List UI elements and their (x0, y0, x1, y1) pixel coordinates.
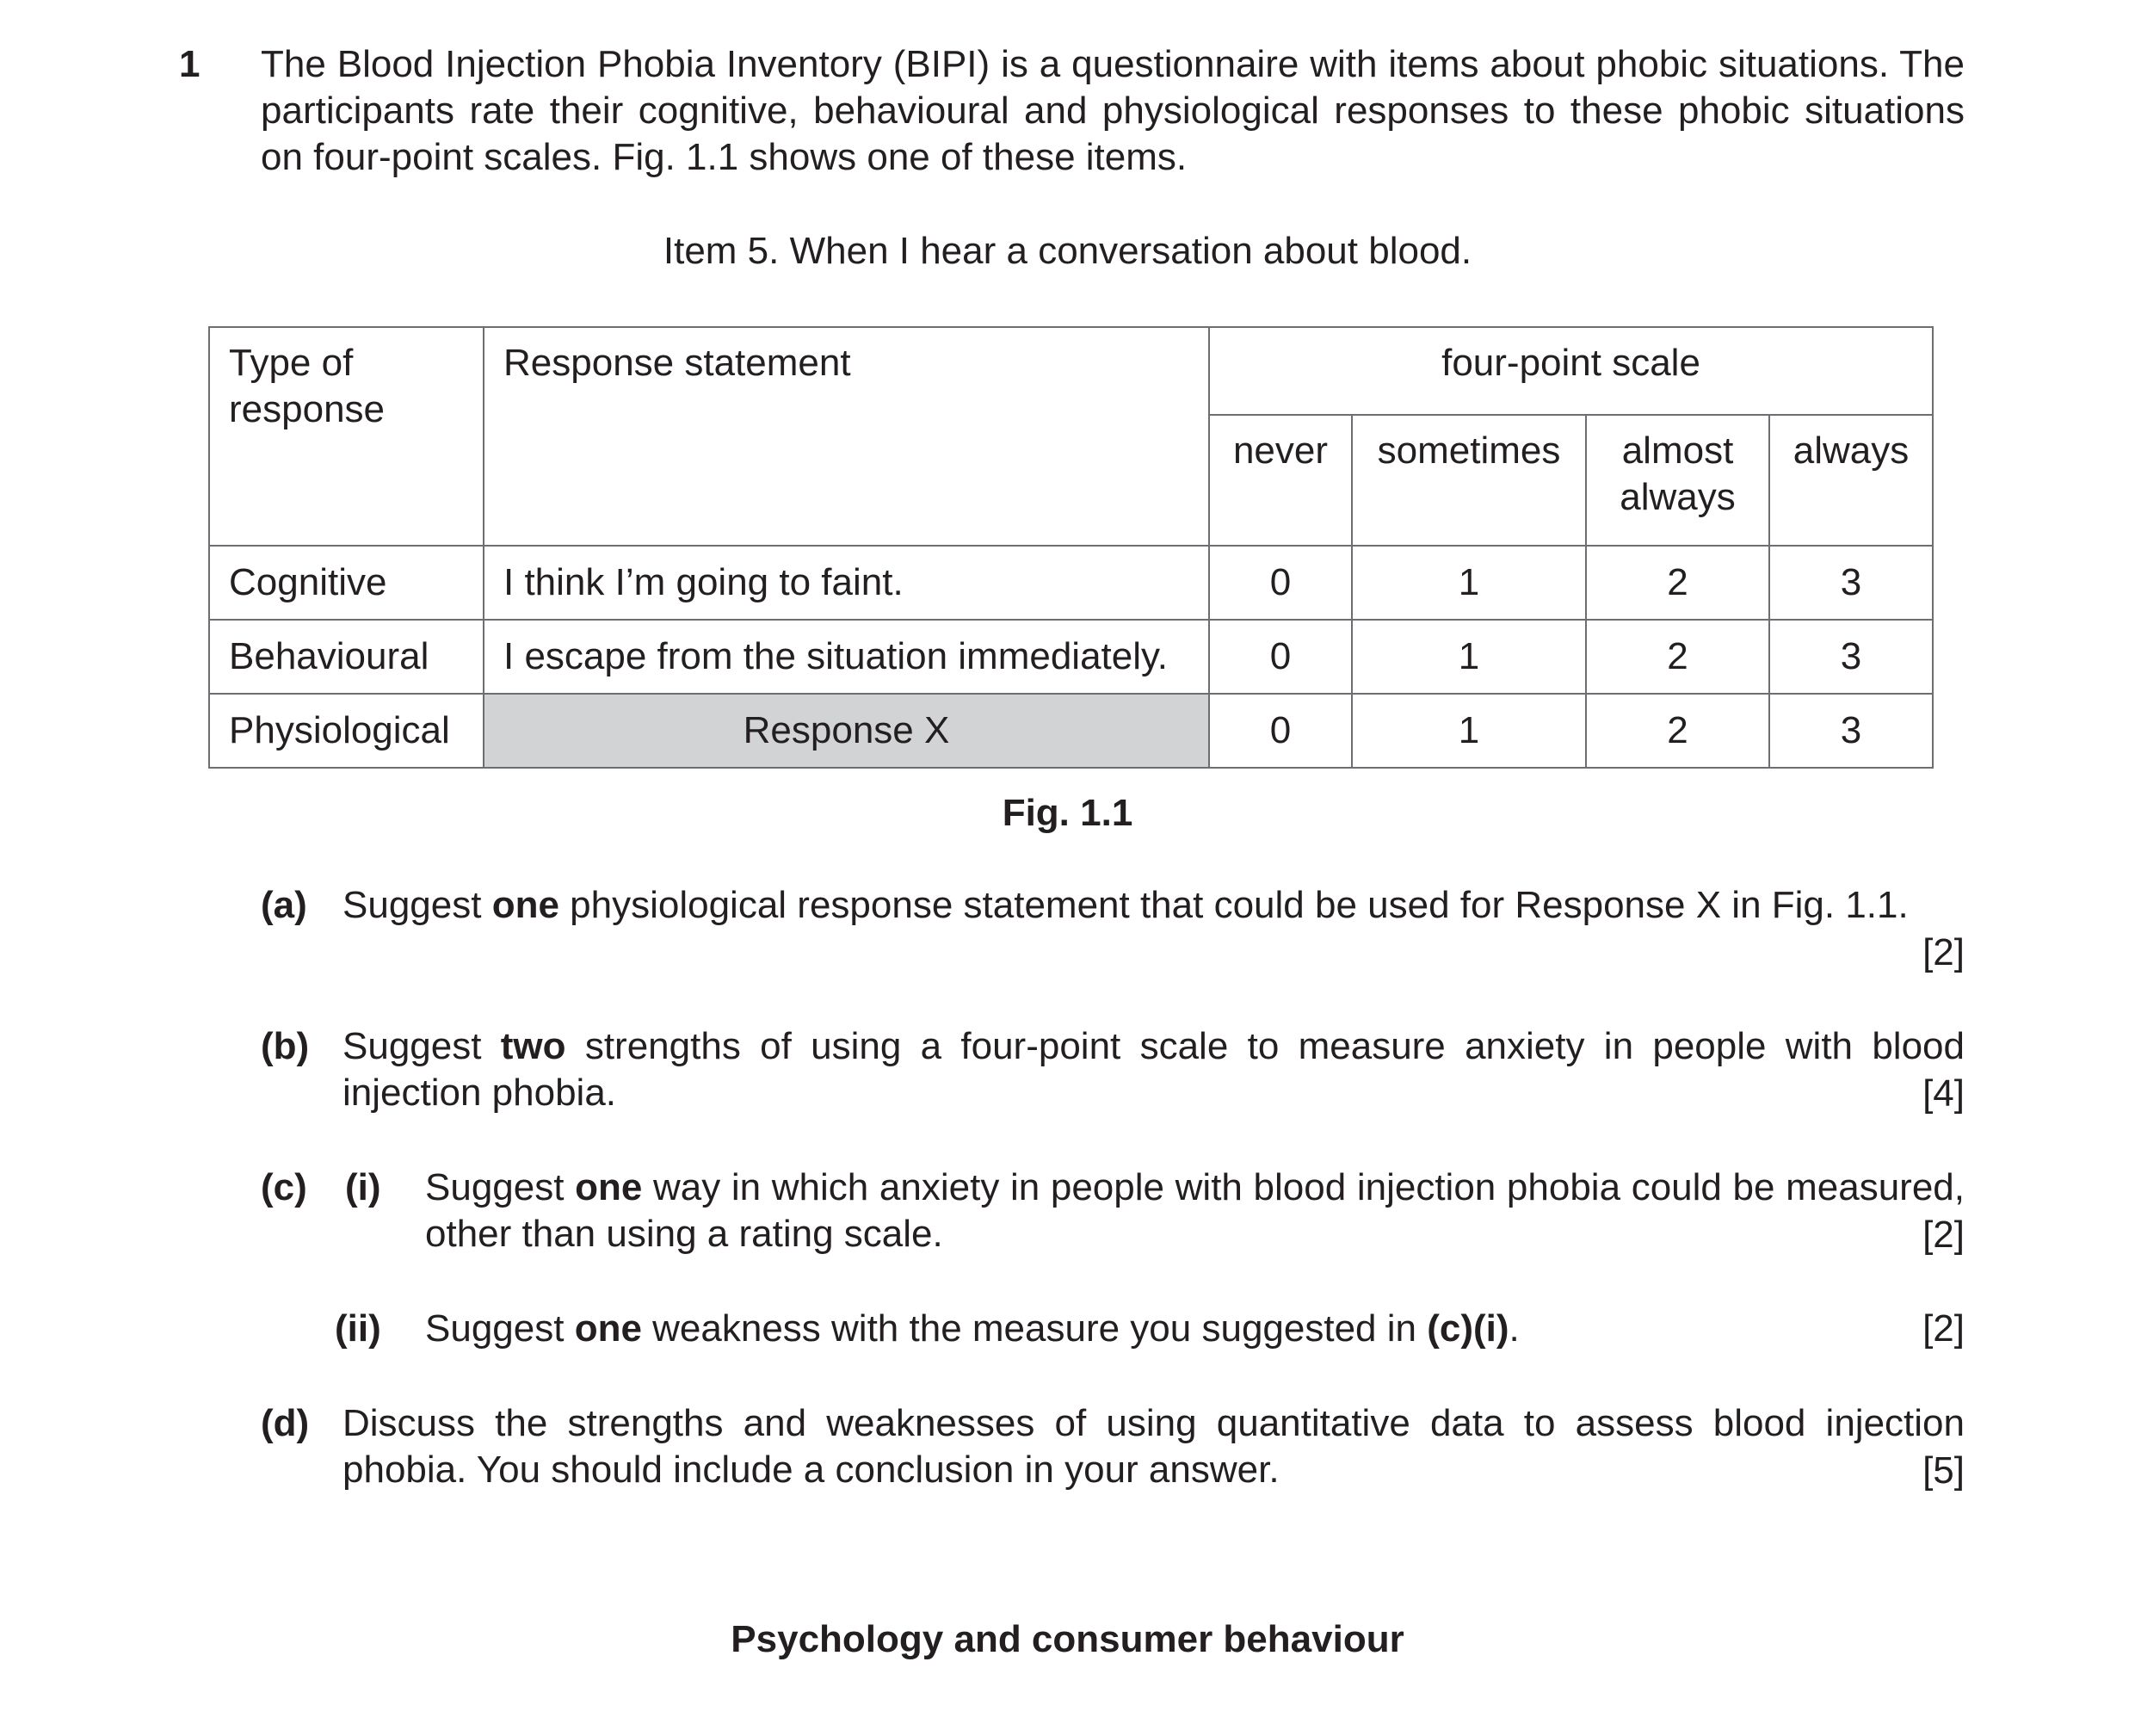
part-c-i-marks: [2] (1922, 1214, 1965, 1256)
part-c-ii-ref: (c)(i) (1427, 1307, 1509, 1350)
part-b-label: (b) (261, 1025, 310, 1067)
score-cell: 2 (1586, 546, 1769, 620)
part-c-ii-marks: [2] (1922, 1307, 1965, 1350)
header-statement-label: Response statement (503, 342, 851, 384)
score-cell: 1 (1352, 620, 1586, 694)
scale-always: always (1769, 415, 1933, 546)
score-cell: 1 (1352, 694, 1586, 768)
response-x-cell: Response X (484, 694, 1209, 768)
part-a-emphasis: one (491, 884, 559, 926)
part-a-pre: Suggest (342, 884, 492, 926)
scale-never: never (1209, 415, 1352, 546)
part-b-pre: Suggest (342, 1025, 501, 1067)
table-row (209, 546, 1933, 620)
score-cell: 0 (1209, 620, 1352, 694)
part-c-i-label: (i) (345, 1166, 381, 1208)
row-statement: I escape from the situation immediately. (484, 620, 1209, 694)
figure-caption: Fig. 1.1 (1002, 792, 1133, 834)
header-four-point-scale: four-point scale (1209, 327, 1933, 415)
header-type-of-response (209, 327, 484, 546)
part-b-marks: [4] (1922, 1072, 1965, 1115)
header-type-label: Type of response (229, 342, 386, 430)
section-title: Psychology and consumer behaviour (731, 1618, 1404, 1660)
part-c-i-pre: Suggest (425, 1166, 576, 1208)
score-cell: 1 (1352, 546, 1586, 620)
row-type: Behavioural (209, 620, 484, 694)
row-statement: I think I’m going to faint. (484, 546, 1209, 620)
part-c-ii-label: (ii) (335, 1307, 381, 1350)
part-c-ii-emphasis: one (574, 1307, 642, 1350)
part-c-i-emphasis: one (575, 1166, 643, 1208)
score-cell: 2 (1586, 620, 1769, 694)
score-cell: 3 (1769, 546, 1933, 620)
score-cell: 3 (1769, 620, 1933, 694)
score-cell: 2 (1586, 694, 1769, 768)
part-d-text: Discuss the strengths and weaknesses of using quantitative data to assess blood injection phobia. You should include a conclusion in your answer. (342, 1402, 1965, 1491)
part-b-post: strengths of using a four-point scale to measure anxiety in people with blood injection phobia. (342, 1025, 1965, 1114)
score-cell: 0 (1209, 546, 1352, 620)
part-c-ii-pre: Suggest (425, 1307, 575, 1350)
row-type: Cognitive (209, 546, 484, 620)
score-cell: 3 (1769, 694, 1933, 768)
part-b-emphasis: two (500, 1025, 566, 1067)
item-title: Item 5. When I hear a conversation about blood. (663, 230, 1472, 272)
table-row (209, 620, 1933, 694)
part-c-i-text (425, 1165, 1965, 1257)
part-a-text (342, 882, 1965, 929)
row-type: Physiological (209, 694, 484, 768)
part-c-ii-mid: weakness with the measure you suggested in (641, 1307, 1428, 1350)
part-a-post: physiological response statement that could be used for Response X in Fig. 1.1. (558, 884, 1909, 926)
table-row (209, 694, 1933, 768)
header-response-statement (484, 327, 1209, 546)
question-number: 1 (179, 43, 201, 85)
part-c-label: (c) (261, 1166, 307, 1208)
part-a-marks: [2] (1922, 931, 1965, 973)
part-d-label: (d) (261, 1402, 310, 1444)
question-intro: The Blood Injection Phobia Inventory (BIPI) is a questionnaire with items about phobic situations. The participants rate their cognitive, behavioural and physiological responses to these phobic situations on four-point scales. Fig. 1.1 shows one of these items. (261, 43, 1965, 178)
bipi-item-table (208, 326, 1934, 769)
part-a-label: (a) (261, 884, 307, 926)
part-c-i-post: way in which anxiety in people with blood injection phobia could be measured, other than using a rating scale. (425, 1166, 1965, 1255)
scale-almost-always: almost always (1586, 415, 1769, 546)
score-cell: 0 (1209, 694, 1352, 768)
part-c-ii-text (425, 1306, 1802, 1352)
part-b-text (342, 1023, 1965, 1116)
part-d-marks: [5] (1922, 1449, 1965, 1492)
part-c-ii-post: . (1509, 1307, 1520, 1350)
scale-sometimes: sometimes (1352, 415, 1586, 546)
